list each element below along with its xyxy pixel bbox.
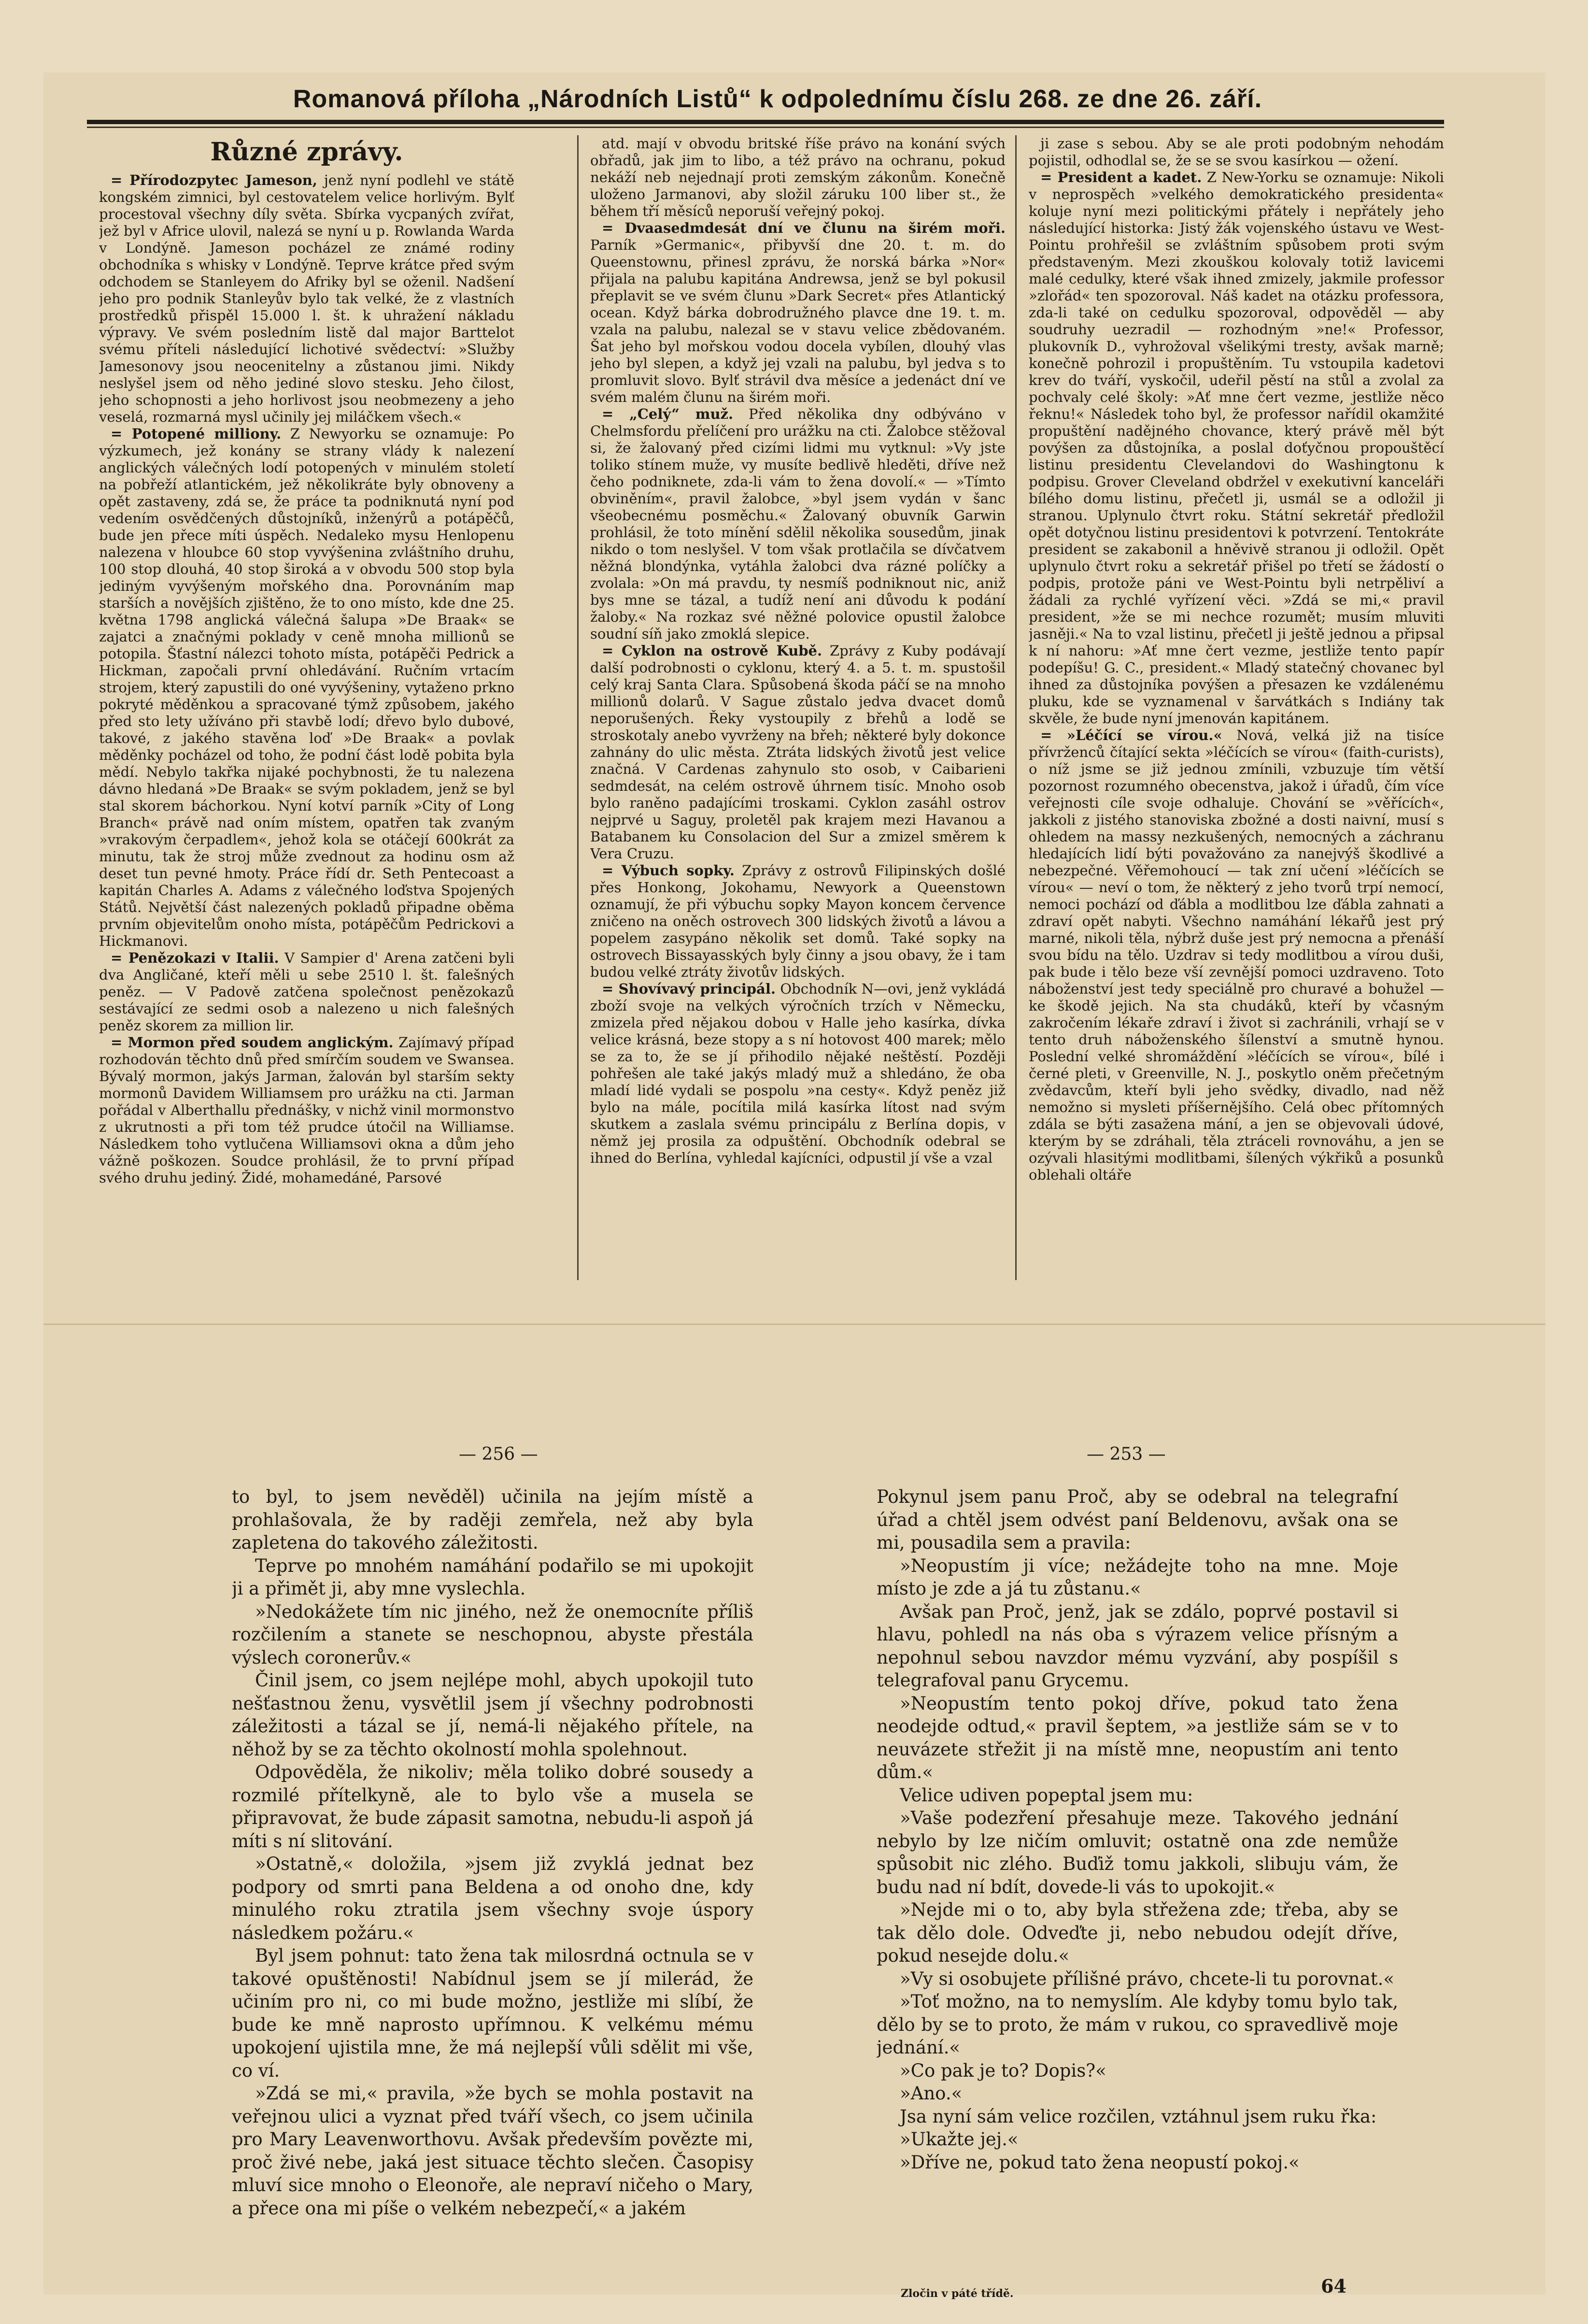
story-paragraph: »Co pak je to? Dopis?« [900, 2060, 1106, 2081]
news-article [1029, 727, 1444, 1183]
page-number-right: — 253 — [1087, 1444, 1166, 1464]
article-text: jenž nyní podlehl ve státě kongském zimnici, byl cestovatelem velice horlivým. Bylť procestoval všechny díly světa. Sbírka vycpaných zvířat, jež byl v Africe ulovil, nalezá se nyní u p. Rowlanda Warda v Londýně. Jameson pocházel ze známé rodiny obchodníka s whisky v Londýně. Teprve krátce před svým odchodem se Stanleyem do Afriky byl se oženil. Nadšení jeho pro podnik Stanleyův bylo tak velké, že z vlastních prostředků přispěl 15.000 l. št. k uhražení nákladu výpravy. Ve svém posledním listě dal major Barttelot svému příteli následující lichotivé svědectví: »Služby Jamesonovy jsou neocenitelny a zůstanou jimi. Nikdy neslyšel jsem od něho jediné slovo stesku. Jeho čilost, jeho schopnosti a jeho horlivost jsou neobmezeny a jeho veselá, rozmarná mysl učinily jej miláčkem všech.« [99, 172, 514, 425]
story-paragraph: Byl jsem pohnut: tato žena tak milosrdná octnula se v takové opuštěnosti! Nabídnul jsem se jí milerád, že učiním pro ni, co mi bude možno, jestliže mi slíbí, že bude ke mně naprosto upřímnou. K velkému mému upokojení ujistila mne, že má nejlepší vůli sdělit mi vše, co ví. [232, 1945, 753, 2081]
news-article [99, 426, 514, 950]
footer-title: Zločin v páté třídě. [901, 2287, 1014, 2300]
column-divider [1015, 135, 1017, 1280]
article-heading: = Shovívavý principál. [602, 981, 776, 997]
story-paragraph: »Ukažte jej.« [900, 2129, 1019, 2150]
story-paragraph: »Zdá se mi,« pravila, »že bych se mohla postavit na veřejnou ulici a vyznat před tváří všech, co jsem učinila pro Mary Leavenworthovu. Avšak především povězte mi, proč živé nebe, jaká jest situace těchto slečen. Časopisy mluví sice mnoho o Eleonoře, ale nepraví ničeho o Mary, a přece ona mi píše o velkém nebezpečí,« a jakém [232, 2083, 753, 2219]
story-paragraph: Avšak pan Proč, jenž, jak se zdálo, poprvé postavil si hlavu, pohledl na nás oba s výrazem velice přísným a nepohnul sebou navzdor mému vyzvání, aby pospíšil s telegrafoval panu Grycemu. [877, 1601, 1398, 1691]
story-paragraph: Velice udiven popeptal jsem mu: [900, 1784, 1193, 1806]
article-heading: = Potopené milliony. [111, 426, 282, 442]
story-paragraph: »Ostatně,« doložila, »jsem již zvyklá jednat bez podpory od smrti pana Beldena a od onoho dne, kdy minulého roku ztratila jsem všechny svoje úspory následkem požáru.« [232, 1853, 753, 1943]
news-article [590, 981, 1006, 1167]
article-heading: = President a kadet. [1040, 169, 1202, 185]
story-paragraph: Jsa nyní sám velice rozčilen, vztáhnul jsem ruku řka: [900, 2106, 1377, 2127]
column-divider [577, 135, 579, 1280]
article-text: V Sampier d' Arena zatčeni byli dva Angličané, kteří měli u sebe 2510 l. št. falešných peněz. — V Padově zatčena společnost penězokazů sestávající ze sedmi osob a nalezeno u nich falešných peněz skorem za million lir. [99, 950, 514, 1034]
news-article [99, 172, 514, 426]
article-text: ji zase s sebou. Aby se ale proti podobným nehodám pojistil, odhodlal se, že se se svou kasírkou — ožení. [1029, 135, 1444, 169]
column-1-articles [99, 172, 514, 1186]
column-2-articles [590, 135, 1006, 1167]
story-paragraph: Odpověděla, že nikoliv; měla toliko dobré sousedy a rozmilé přítelkyně, ale to bylo vše a musela se připravovat, že bude zápasit samotna, nebudu-li aspoň já míti s ní slitování. [232, 1762, 753, 1852]
story-column-right [877, 1485, 1398, 2287]
article-heading: = Penězokazi v Italii. [111, 950, 279, 966]
news-article [590, 406, 1006, 642]
story-paragraph: to byl, to jsem nevěděl) učinila na jejím místě a prohlašovala, že by raději zemřela, než aby byla zapletena do takového záležitosti. [232, 1486, 753, 1553]
story-paragraph: »Neopustím ji více; nežádejte toho na mne. Moje místo je zde a já tu zůstanu.« [877, 1555, 1398, 1599]
article-text: Nová, velká již na tisíce přívrženců čítající sekta »léčících se vírou« (faith-curists), o níž jsme se již jednou zmínili, vzbuzuje tím větší pozornost rozumného obecenstva, jakož i úřadů, čím více veřejnosti cíle svoje odhaluje. Chování se »věřících«, jakkoli z jistého stanoviska zbožné a dosti naivní, musí s ohledem na massy nezkušených, nemocných a záchranu hledajících lidí býti považováno za nanejvýš škodlivé a nebezpečné. Věřemohoucí — tak zní učení »léčících se vírou« — neví o tom, že některý z jeho tvorů trpí nemocí, nemoci pochází od ďábla a modlitbou lze ďábla zahnati a zdraví opět nabyti. Všechno namáhání lékařů jest prý marné, nikoli těla, nýbrž duše jest prý nemocna a přenáší svou bídu na tělo. Uzdrav si tedy modlitbou a vírou duši, pak bude i tělo beze vší zevnější pomoci uzdraveno. Toto náboženství jest tedy speciálně pro churavé a bohužel — ke škodě jejich. Na sta chudáků, kteří by včasným zakročením lékaře zdraví i život si zachránili, vrhají se v tento druh náboženského šílenství a smutně hynou. Poslední velké shromáždění »léčících se vírou«, bílé i černé pleti, v Greenville, N. J., poskytlo oněm přečetným zvědavcům, kteří byli jeho svědky, divadlo, nad něž nemožno si mysleti příšernějšího. Celá obec přítomných zdála se býti zasažena mání, a jen se objevovali údové, kterým by se zdráhali, těla ztráceli rovnováhu, a jen se ozývali hlasitými modlitbami, šílených výkřiků a posunků oblehali oltáře [1029, 727, 1444, 1183]
article-text: Zprávy z Kuby podávají další podrobnosti o cyklonu, který 4. a 5. t. m. spustošil celý kraj Santa Clara. Spůsobená škoda páčí se na mnoho millionů dolarů. V Sague zůstalo jedva dvacet domů neporušených. Řeky vystoupily z břehů a lodě se stroskotaly anebo vyvrženy na břeh; některé byly dokonce zahnány do ulic města. Ztráta lidských životů jest velice značná. V Cardenas zahynulo sto osob, v Caibarieni sedmdesát, na celém ostrově úhrnem tisíc. Mnoho osob bylo raněno padajícími troskami. Cyklon zasáhl ostrov nejprvé u Saguy, proletěl pak krajem mezi Havanou a Batabanem ku Consolacion del Sur a zmizel směrem k Vera Cruzu. [590, 642, 1006, 862]
article-text: Z New-Yorku se oznamuje: Nikoli v neprospěch »velkého demokratického presidenta« koluje nyní mezi politickými přátely i nepřátely jeho následující historka: Jistý žák vojenského ústavu ve West-Pointu prohřešil se zvláštním spůsobem proti svým představeným. Mezi zkouškou kolovaly totiž lavicemi malé cedulky, které však ihned zmizely, jakmile professor »zlořád« ten spozoroval. Náš kadet na otázku professora, zda-li také on cedulku spozoroval, odpověděl — aby soudruhy uezradil — rozhodným »ne!« Professor, plukovník D., vyhrožoval všelikými tresty, avšak marně; konečně pohrozil i propuštěním. Tu vstoupila kadetovi krev do tváří, vyskočil, udeřil pěstí na stůl a zvolal za pochvaly celé školy: »Ať mne čert vezme, jestliže něco řeknu!« Následek toho byl, že professor nařídil okamžité propuštění nadějného chovance, který právě měl být povýšen za důstojníka, a poslal doťyčnou propouštěcí listinu presidentu Clevelandovi do Washingtonu k podpisu. Grover Cleveland obdržel v exekutivní kanceláři bílého domu listinu, přečetl ji, usmál se a odložil ji stranou. Uplynulo čtvrt roku. Státní sekretář předložil opět dotyčnou listinu presidentovi k potvrzení. Tentokráte president se zakabonil a hněvivě stranou ji odložil. Opět uplynulo čtvrt roku a sekretář přišel po třetí se žádostí o podpis, protože páni ve West-Pointu byli netrpěliví a žádali za rychlé vyřízení věci. »Zdá se mi,« pravil president, »že se mi nechce rozumět; musím mluviti jasněji.« Na to vzal listinu, přečetl ji ještě jednou a připsal k ní nahoru: »Ať mne čert vezme, jestliže tento papír podepíšu! G. C., president.« Mladý statečný chovanec byl ihned za důstojníka povýšen a přesazen ke vzdálenému pluku, kde se vyznamenal v šarvátkách s Indiány tak skvěle, že bude nyní jmenován kapitánem. [1029, 169, 1444, 727]
story-paragraph: »Vy si osobujete přílišné právo, chcete-li tu porovnat.« [900, 1968, 1394, 1989]
story-paragraph: »Ano.« [900, 2083, 963, 2104]
news-article [590, 135, 1006, 220]
article-heading: = Přírodozpytec Jameson, [111, 172, 317, 188]
news-article [590, 220, 1006, 406]
page-fold [43, 1324, 1545, 1325]
story-paragraph: Teprve po mnohém namáhání podařilo se mi upokojit ji a přimět ji, aby mne vyslechla. [232, 1555, 753, 1599]
news-article [590, 862, 1006, 981]
news-column-2 [590, 135, 1006, 1280]
story-paragraph: Pokynul jsem panu Proč, aby se odebral na telegrafní úřad a chtěl jsem odvést paní Beldenovu, avšak ona se mi, pousadila sem a pravila: [877, 1486, 1398, 1553]
article-text: atd. mají v obvodu britské říše právo na konání svých obřadů, jak jim to libo, a též právo na ochranu, pokud nekáží neb nejednají proti zemským zákonům. Konečně uloženo Jarmanovi, aby složil záruku 100 liber st., že během tří měsíců neporuší veřejný pokoj. [590, 135, 1006, 219]
news-article [1029, 169, 1444, 727]
story-paragraph: Činil jsem, co jsem nejlépe mohl, abych upokojil tuto nešťastnou ženu, vysvětlil jsem jí všechny podrobnosti záležitosti a tázal se jí, nemá-li nějakého přítele, na něhož by se za těchto okolností mohla spolehnout. [232, 1670, 753, 1760]
header-rule-thin [87, 127, 1444, 128]
news-column-1 [99, 135, 514, 1280]
article-heading: = Dvaasedmdesát dní ve člunu na širém moři. [602, 220, 1006, 236]
story-column-left [232, 1485, 753, 2287]
article-text: Parník »Germanic«, přibyvší dne 20. t. m. do Queenstownu, přinesl zprávu, že norská bárka »Nor« přijala na palubu kapitána Andrewsa, jenž se byl pokusil přeplavit se ve svém člunu »Dark Secret« přes Atlantický ocean. Když bárka dobrodružného plavce dne 19. t. m. vzala na palubu, nalezal se v stavu velice zbědovaném. Šat jeho byl mořskou vodou docela vybílen, dlouhý vlas jeho byl slepen, a když jej vzali na palubu, byl jedva s to promluvit slovo. Bylť strávil dva měsíce a jedenáct dní ve svém malém člunu na širém moři. [590, 237, 1006, 405]
news-article [99, 950, 514, 1034]
story-paragraph: »Neopustím tento pokoj dříve, pokud tato žena neodejde odtud,« pravil šeptem, »a jestliže sám se v to neuvázete střežit ji na místě mne, neopustím ani tento dům.« [877, 1693, 1398, 1782]
story-paragraph: »Toť možno, na to nemyslím. Ale kdyby tomu bylo tak, dělo by se to proto, že mám v rukou, co spravedlivě moje jednání.« [877, 1991, 1398, 2058]
article-heading: = Cyklon na ostrově Kubě. [602, 642, 822, 659]
article-text: Před několika dny odbýváno v Chelmsfordu přelíčení pro urážku na cti. Žalobce stěžoval si, že žalovaný před cizími lidmi mu vytknul: »Vy jste toliko stínem muže, vy musíte bedlivě hleděti, dříve než čeho podniknete, zda-li vám to žena dovolí.« — »Tímto obviněním«, pravil žalobce, »byl jsem vydán v šanc všeobecnému posměchu.« Žalovaný obuvník Garwin prohlásil, že toto mínění sdělil několika sousedům, jinak nikdo o tom neslyšel. V tom však protlačila se dívčatvem něžná blondýnka, vytáhla žalobci dva rázné políčky a zvolala: »On má pravdu, ty nesmíš podniknout nic, aniž bys mne se tázal, a tudíž není ani důvodu k podání žaloby.« Na rozkaz své něžné polovice opustil žalobce soudní síň jako zmoklá slepice. [590, 406, 1006, 642]
story-paragraph: »Dříve ne, pokud tato žena neopustí pokoj.« [900, 2152, 1300, 2173]
news-column-3 [1029, 135, 1444, 1280]
sheet-number: 64 [1321, 2275, 1347, 2297]
story-paragraph: »Nejde mi o to, aby byla střežena zde; třeba, aby se tak dělo dole. Odveďte ji, nebo nebudou odejít dříve, pokud nesejde dolu.« [877, 1899, 1398, 1966]
news-article [99, 1034, 514, 1186]
article-text: Zajímavý případ rozhodován těchto dnů před smírčím soudem ve Swansea. Bývalý mormon, jakýs Jarman, žalován byl starším sekty mormonů Davidem Williamsem pro urážku na cti. Jarman pořádal v Alberthallu přednášky, v nichž vinil mormonstvo z ukrutnosti a při tom též prudce útočil na Williamse. Následkem toho vytlučena Williamsovi okna a dům jeho vážně poškozen. Soudce prohlásil, že to první případ svého druhu jediný. Židé, mohamedáné, Parsové [99, 1034, 514, 1186]
article-heading: = Výbuch sopky. [602, 862, 735, 879]
article-heading: = »Léčící se vírou.« [1040, 727, 1222, 743]
section-title: Různé zprávy. [210, 137, 403, 167]
article-text: Zprávy z ostrovů Filipinských došlé přes Honkong, Jokohamu, Newyork a Queenstown oznamují, že při výbuchu sopky Mayon koncem července zničeno na oněch ostrovech 300 lidských životů a lávou a popelem zasypáno několik set domů. Také sopky na ostrovech Bissayasských byly činny a jsou obavy, že i tam budou velké ztráty životův lidských. [590, 862, 1006, 980]
page-header: Romanová příloha „Národních Listů“ k odpolednímu číslu 268. ze dne 26. září. [293, 85, 1262, 113]
page-number-left: — 256 — [459, 1444, 538, 1464]
header-rule [87, 120, 1444, 124]
article-text: Z Newyorku se oznamuje: Po výzkumech, jež konány se strany vlády k nalezení anglických válečných lodí potopených v minulém století na pobřeží atlantickém, jež několikráte byly obnoveny a opět zastaveny, zdá se, že práce ta podniknutá nyní pod vedením osvědčených důstojníků, inženýrů a potápěčů, bude jen přece míti úspěch. Nedaleko mysu Henlopenu nalezena v hloubce 60 stop vyvýšenina zvláštního druhu, 100 stop dlouhá, 40 stop široká a v obvodu 500 stop byla jediným vyvýšeným mořského dna. Porovnáním map starších a novějších zjištěno, že to ono místo, kde dne 25. května 1798 anglická válečná šalupa »De Braak« se zajatci a značnými poklady v ceně mnoha millionů se potopila. Šťastní nálezci tohoto místa, potápěči Pedrick a Hickman, započali první ohledávání. Ručním vrtacím strojem, který zapustili do oné vyvýšeniny, vytaženo prkno pokryté měděnkou a spracované týmž způsobem, jakého před sto lety užíváno při stavbě lodí; dřevo bylo dubové, takové, z jakého stavěna loď »De Braak« a povlak měděnky pocházel od toho, že podní část lodě pobita byla mědí. Nebylo takřka nijaké pochybnosti, že tu nalezena dávno hledaná »De Braak« se svým pokladem, jenž se byl stal skorem báchorkou. Nyní kotví parník »City of Long Branch« právě nad oním místem, opatřen tak zvaným »vrakovým čerpadlem«, jehož kola se otáčejí 600krát za minutu, tak že stroj může zvednout za hodinu osm až deset tun pevné hmoty. Práce řídí dr. Seth Pentecoast a kapitán Charles A. Adams z válečného loďstva Spojených Států. Největší část nalezených pokladů připadne oběma prvním objevitelům onoho místa, potápěčům Pedrickovi a Hickmanovi. [99, 426, 514, 949]
story-paragraph: »Nedokážete tím nic jiného, než že onemocníte příliš rozčilením a stanete se neschopnou, abyste přestála výslech coronerův.« [232, 1601, 753, 1668]
article-text: Obchodník N—ovi, jenž vykládá zboží svoje na velkých výročních trzích v Německu, zmizela před nějakou dobou v Halle jeho kasírka, dívka velice krásná, beze stopy a s ní hotovost 400 marek; mělo se za to, že se jí přihodilo nějaké neštěstí. Později pohřešen ale také jakýs mladý muž a shledáno, že oba mladí lidé vydali se pospolu »na cesty«. Když peněz již bylo na mále, pocítila milá kasírka lítost nad svým skutkem a zaslala svému principálu z Berlína dopis, v němž jej prosila za odpuštění. Obchodník odebral se ihned do Berlína, vyhledal kajícníci, odpustil jí vše a vzal [590, 981, 1006, 1166]
column-3-articles [1029, 135, 1444, 1183]
news-article [590, 642, 1006, 862]
article-heading: = Mormon před soudem anglickým. [111, 1034, 394, 1051]
story-paragraph: »Vaše podezření přesahuje meze. Takového jednání nebylo by lze ničím omluvit; ostatně ona zde nemůže spůsobit nic zlého. Buďiž tomu jakkoli, slibuju vám, že budu nad ní bdít, dovede-li vás to upokojit.« [877, 1808, 1398, 1897]
news-article [1029, 135, 1444, 169]
article-heading: = „Celý“ muž. [602, 406, 734, 422]
